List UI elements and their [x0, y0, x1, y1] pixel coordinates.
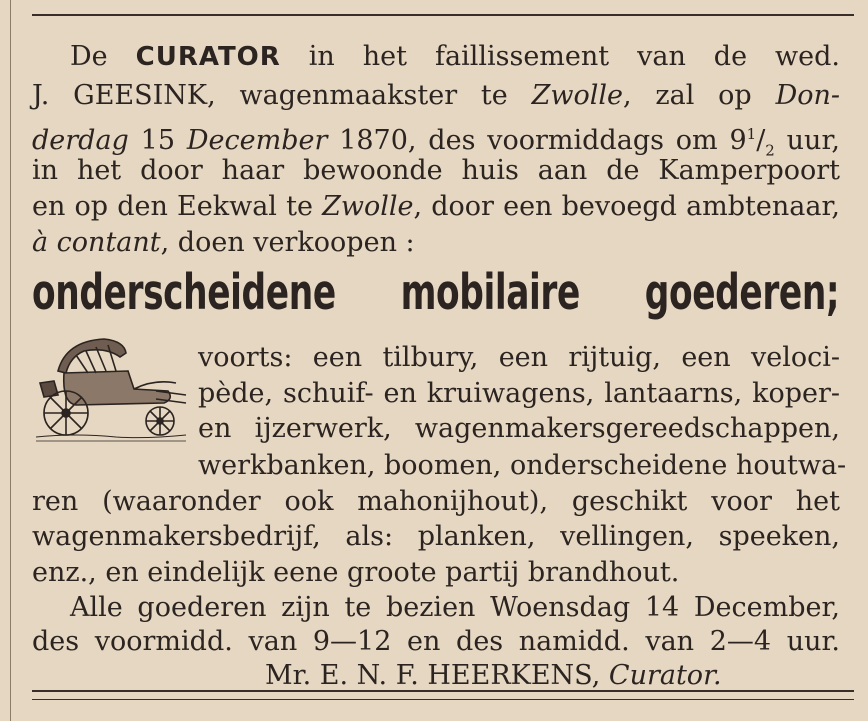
ad-line-10: Alle goederen zijn te bezien Woensdag 14 December, [70, 592, 840, 623]
ad-line-11: des voormidd. van 9—12 en des namidd. van 2—4 uur. [32, 626, 840, 657]
time-text [339, 125, 775, 160]
ad-line-w4: werkbanken, boomen, onderscheidene houtwa- [198, 450, 847, 481]
ad-line-7: ren (waaronder ook mahonijhout), geschikt voor het [32, 486, 840, 517]
ad-line-w3: en ijzerwerk, wagenmakersgereedschappen, [198, 413, 840, 444]
bottom-rule-2 [32, 699, 854, 700]
text: 1870, des voormiddags om 9 [339, 125, 747, 156]
text: , zal op [622, 80, 752, 111]
ad-line-6 [32, 226, 840, 260]
payment-term: à contant [32, 227, 161, 258]
page-edge [10, 0, 11, 721]
text: De [70, 41, 108, 72]
signatory-name: Mr. E. N. F. HEERKENS, [265, 660, 601, 691]
ad-line-9: enz., en eindelijk eene groote partij brandhout. [32, 557, 680, 588]
place-name: Zwolle [531, 80, 623, 111]
signature-line [265, 659, 825, 693]
top-rule [32, 14, 854, 16]
headline: onderscheidene mobilaire goederen; [32, 264, 840, 321]
fraction-num: 1 [746, 125, 757, 143]
ad-line-8: wagenmakersbedrijf, als: planken, vellingen, speeken, [32, 521, 840, 552]
text: J. GEESINK, wagenmaakster te [32, 80, 508, 111]
horse-carriage-illustration [36, 333, 188, 443]
ad-line-1 [70, 40, 840, 74]
ad-line-4: in het door haar bewoonde huis aan de Kamperpoort [32, 155, 840, 186]
ad-line-2 [32, 79, 840, 113]
place-name: Zwolle [322, 191, 414, 222]
signatory-role: Curator. [608, 660, 722, 691]
ad-line-w2: pède, schuif- en kruiwagens, lantaarns, koper- [198, 378, 840, 409]
text: en op den Eekwal te [32, 191, 313, 222]
ad-line-w1: voorts: een tilbury, een rijtuig, een veloci- [198, 342, 840, 373]
curator-title: CURATOR [135, 42, 281, 72]
day-name: Don- [775, 80, 840, 111]
fraction-slash: / [756, 125, 766, 156]
text: , doen verkoopen : [160, 227, 415, 258]
date-day: 15 [140, 125, 176, 156]
month-name: December [186, 125, 328, 156]
fraction-den: 2 [765, 141, 775, 160]
day-name: derdag [32, 125, 129, 156]
text: in het faillissement van de wed. [308, 41, 840, 72]
bottom-rule [32, 690, 854, 692]
text: , door een bevoegd ambtenaar, [413, 191, 840, 222]
text: uur, [786, 125, 840, 156]
ad-line-5 [32, 190, 840, 224]
